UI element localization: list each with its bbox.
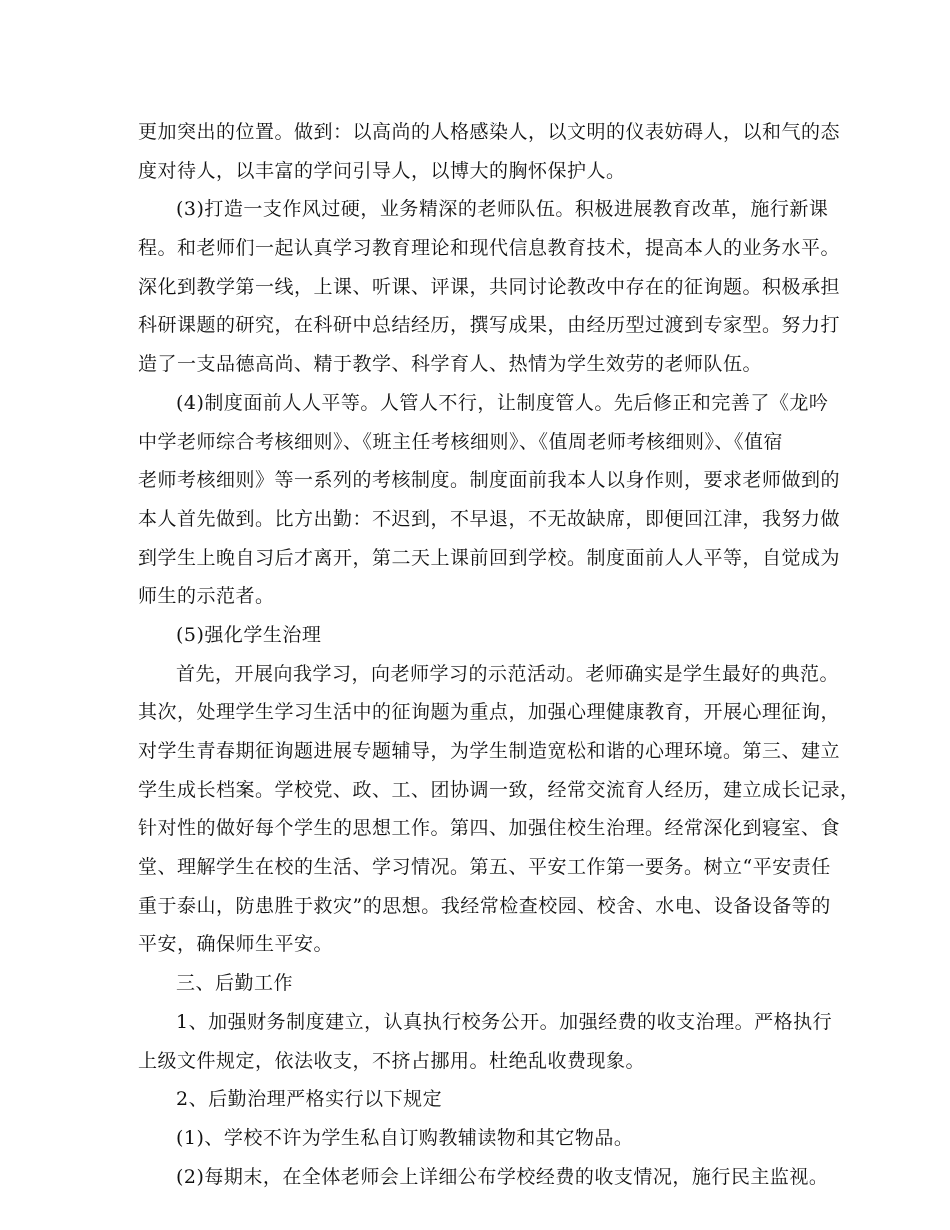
text-line: 1、加强财务制度建立，认真执行校务公开。加强经费的收支治理。严格执行 — [176, 1010, 833, 1033]
text-line: 深化到教学第一线，上课、听课、评课，共同讨论教改中存在的征询题。积极承担 — [138, 275, 841, 298]
text-line: (4)制度面前人人平等。人管人不行，让制度管人。先后修正和完善了《龙吟 — [176, 391, 829, 414]
text-line: 造了一支品德高尚、精于教学、科学育人、热情为学生效劳的老师队伍。 — [138, 353, 763, 376]
text-line: 首先，开展向我学习，向老师学习的示范活动。老师确实是学生最好的典范。 — [176, 662, 840, 685]
text-line: 科研课题的研究，在科研中总结经历，撰写成果，由经历型过渡到专家型。努力打 — [138, 314, 841, 337]
text-line: 平安，确保师生平安。 — [138, 933, 334, 956]
text-line: 针对性的做好每个学生的思想工作。第四、加强住校生治理。经常深化到寝室、食 — [138, 817, 841, 840]
text-line: 中学老师综合考核细则》、《班主任考核细则》、《值周老师考核细则》、《值宿 — [138, 430, 784, 453]
text-line: 师生的示范者。 — [138, 585, 275, 608]
section-heading: 2、后勤治理严格实行以下规定 — [176, 1088, 443, 1111]
text-line: 上级文件规定，依法收支，不挤占挪用。杜绝乱收费现象。 — [138, 1049, 646, 1072]
text-line: 对学生青春期征询题进展专题辅导，为学生制造宽松和谐的心理环境。第三、建立 — [138, 740, 841, 762]
text-line: 更加突出的位置。做到：以高尚的人格感染人，以文明的仪表妨碍人，以和气的态 — [138, 121, 841, 143]
text-line: 度对待人，以丰富的学问引导人，以博大的胸怀保护人。 — [138, 159, 626, 182]
text-line: 其次，处理学生学习生活中的征询题为重点，加强心理健康教育，开展心理征询， — [138, 701, 841, 724]
text-line: (3)打造一支作风过硬，业务精深的老师队伍。积极进展教育改革，施行新课 — [176, 198, 829, 221]
text-line: 程。和老师们一起认真学习教育理论和现代信息教育技术，提高本人的业务水平。 — [138, 237, 841, 260]
text-line: 学生成长档案。学校党、政、工、团协调一致，经常交流育人经历，建立成长记录， — [138, 778, 860, 801]
section-heading: (5)强化学生治理 — [176, 623, 322, 646]
section-heading: 三、后勤工作 — [176, 972, 294, 995]
text-line: (2)每期末，在全体老师会上详细公布学校经费的收支情况，施行民主监视。 — [176, 1165, 829, 1188]
text-line: (1)、学校不许为学生私自订购教辅读物和其它物品。 — [176, 1126, 634, 1149]
document-body — [138, 113, 860, 1196]
text-line: 重于泰山，防患胜于救灾”的思想。我经常检查校园、校舍、水电、设备设备等的 — [138, 894, 831, 917]
text-line: 老师考核细则》等一系列的考核制度。制度面前我本人以身作则，要求老师做到的 — [138, 469, 841, 492]
text-line: 到学生上晚自习后才离开，第二天上课前回到学校。制度面前人人平等，自觉成为 — [138, 546, 841, 569]
text-line: 堂、理解学生在校的生活、学习情况。第五、平安工作第一要务。树立“平安责任 — [138, 856, 831, 879]
text-line: 本人首先做到。比方出勤：不迟到，不早退，不无故缺席，即便回江津，我努力做 — [138, 507, 841, 530]
